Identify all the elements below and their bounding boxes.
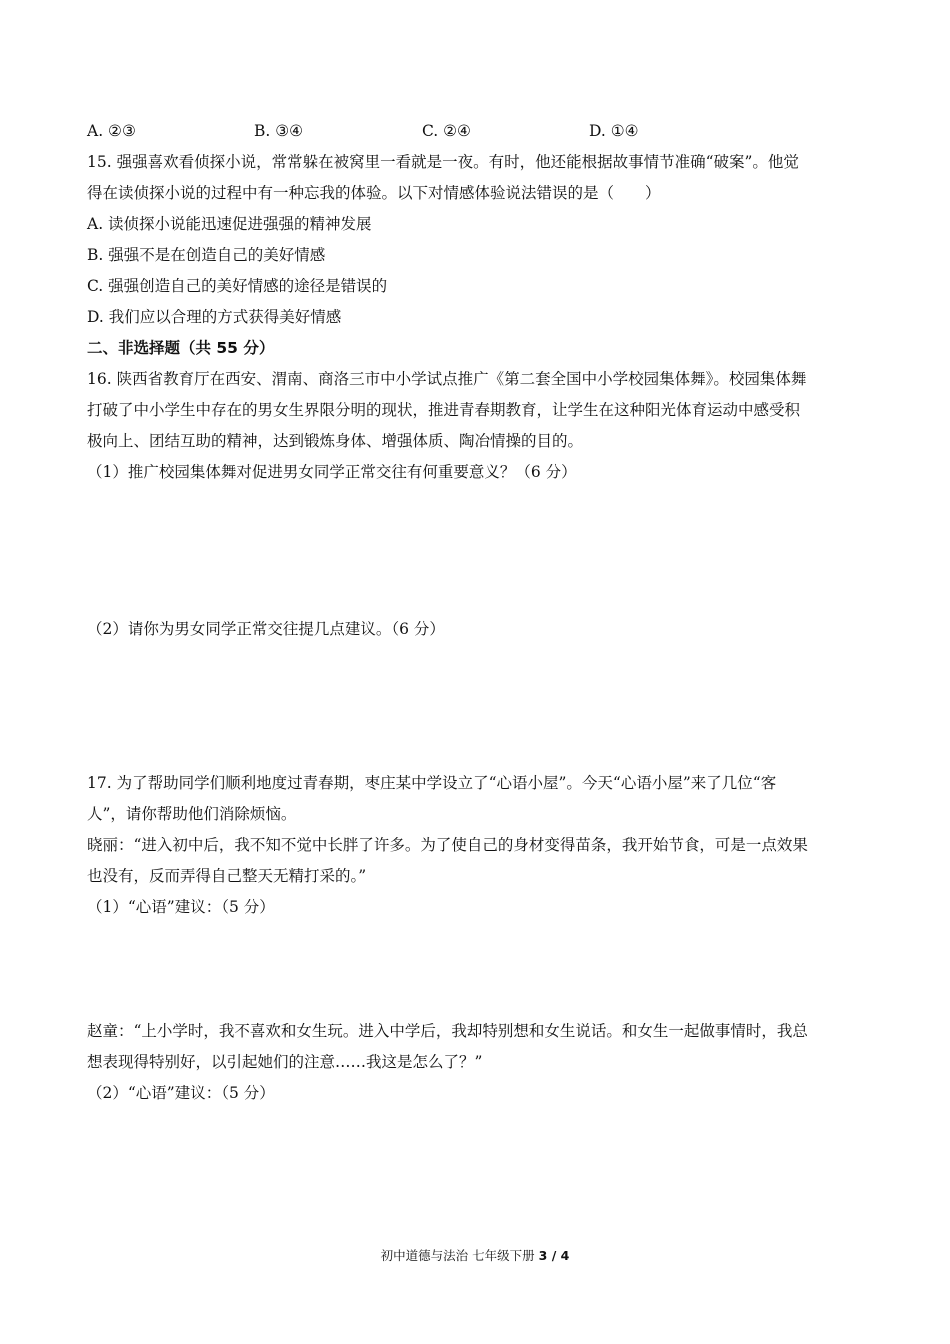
q17-xiaoli-line: 晓丽：“进入初中后，我不知不觉中长胖了许多。为了使自己的身材变得苗条，我开始节食，可是一点效果 [87, 836, 808, 854]
q17-sub-question-2: （2）“心语”建议：（5 分） [87, 1084, 275, 1102]
q15-option-a: A. 读侦探小说能迅速促进强强的精神发展 [87, 215, 372, 233]
page-number: 3 / 4 [538, 1248, 570, 1263]
q14-option-c: C. ②④ [422, 122, 471, 140]
q14-option-b: B. ③④ [254, 122, 304, 140]
q16-sub-question-2: （2）请你为男女同学正常交往提几点建议。（6 分） [87, 620, 445, 638]
q17-stem-line: 人”，请你帮助他们消除烦恼。 [87, 805, 297, 823]
q17-stem-line: 17. 为了帮助同学们顺利地度过青春期，枣庄某中学设立了“心语小屋”。今天“心语小屋”来了几位“客 [87, 774, 777, 792]
page-footer [0, 1248, 950, 1264]
q17-sub-question-1: （1）“心语”建议：（5 分） [87, 898, 275, 916]
q15-option-c: C. 强强创造自己的美好情感的途径是错误的 [87, 277, 388, 295]
section-title: 二、非选择题（共 55 分） [87, 339, 275, 357]
q16-stem-line: 16. 陕西省教育厅在西安、渭南、商洛三市中小学试点推广《第二套全国中小学校园集体舞》。校园集体舞 [87, 370, 807, 388]
footer-title: 初中道德与法治 七年级下册 [380, 1248, 535, 1263]
q15-option-b: B. 强强不是在创造自己的美好情感 [87, 246, 326, 264]
q14-option-d: D. ①④ [589, 122, 639, 140]
q16-sub-question-1: （1）推广校园集体舞对促进男女同学正常交往有何重要意义？（6 分） [87, 463, 577, 481]
q16-stem-line: 打破了中小学生中存在的男女生界限分明的现状，推进青春期教育，让学生在这种阳光体育运动中感受积 [87, 401, 801, 419]
q14-option-a: A. ②③ [87, 122, 136, 140]
q15-stem-line: 得在读侦探小说的过程中有一种忘我的体验。以下对情感体验说法错误的是（ ） [87, 184, 661, 202]
q15-option-d: D. 我们应以合理的方式获得美好情感 [87, 308, 342, 326]
q17-zhaotong-line: 赵童：“上小学时，我不喜欢和女生玩。进入中学后，我却特别想和女生说话。和女生一起做事情时，我总 [87, 1022, 808, 1040]
q17-zhaotong-line: 想表现得特别好，以引起她们的注意……我这是怎么了？” [87, 1053, 483, 1071]
q16-stem-line: 极向上、团结互助的精神，达到锻炼身体、增强体质、陶冶情操的目的。 [87, 432, 584, 450]
q17-xiaoli-line: 也没有，反而弄得自己整天无精打采的。” [87, 867, 367, 885]
q15-stem-line: 15. 强强喜欢看侦探小说，常常躲在被窝里一看就是一夜。有时，他还能根据故事情节准确“破案”。他觉 [87, 153, 799, 171]
